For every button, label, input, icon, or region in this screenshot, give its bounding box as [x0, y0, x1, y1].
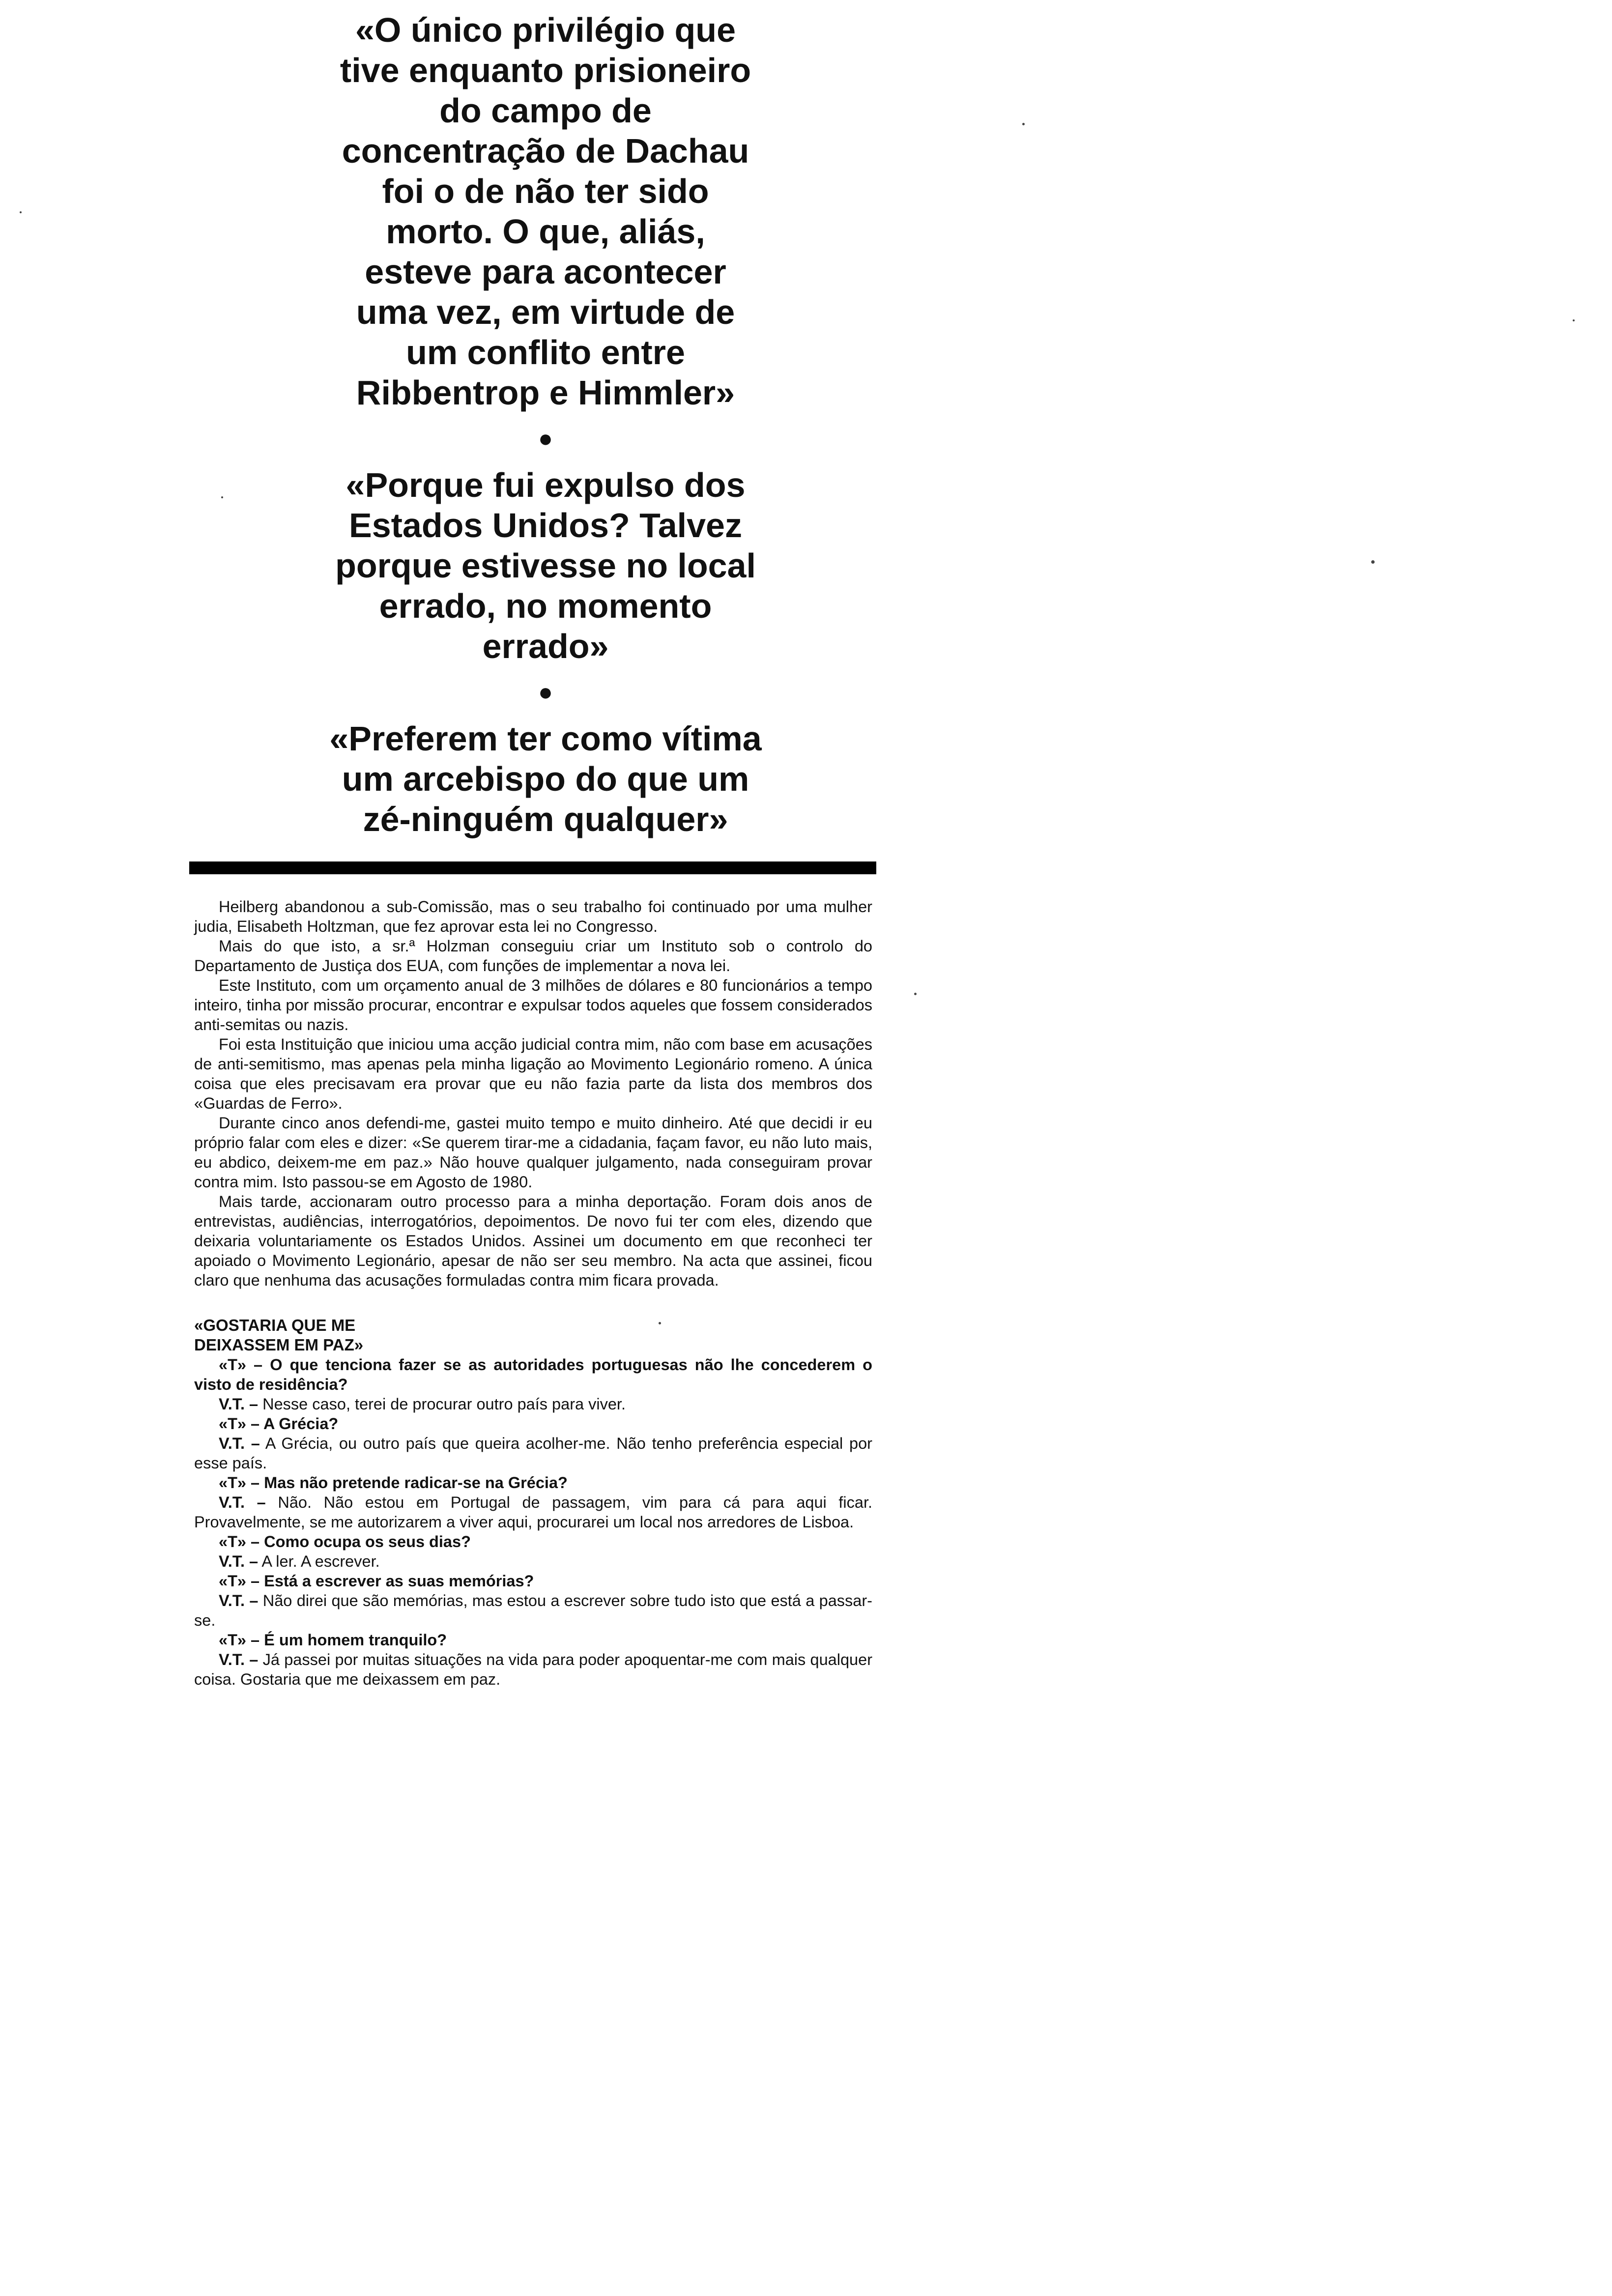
article-paragraph: Mais tarde, accionaram outro processo para a minha deportação. Foram dois anos de entrevistas, audiências, interrogatórios, depoimentos. De novo fui ter com eles, dizendo que deixaria voluntariamente os Estados Unidos. Assinei um documento em que reconheci ter apoiado o Movimento Legionário, apesar de não ser seu membro. Na acta que assinei, ficou claro que nenhuma das acusações formuladas contra mim ficara provada.: [194, 1193, 872, 1289]
section-heading-line: «GOSTARIA QUE ME: [194, 1316, 356, 1334]
quote-line: errado, no momento: [379, 587, 712, 625]
interview-text: Mas não pretende radicar-se na Grécia?: [264, 1474, 568, 1492]
speaker-label: «T» –: [219, 1533, 260, 1550]
speaker-label: «T» –: [219, 1572, 260, 1590]
interview-text: Como ocupa os seus dias?: [264, 1533, 471, 1550]
interview-text: O que tenciona fazer se as autoridades portuguesas não lhe concederem o visto de residência?: [194, 1356, 873, 1393]
speaker-label: V.T. –: [219, 1592, 259, 1609]
article-paragraph: Este Instituto, com um orçamento anual de 3 milhões de dólares e 80 funcionários a tempo inteiro, tinha por missão procurar, encontrar e expulsar todos aqueles que fossem considerados anti-semitas ou nazis.: [194, 976, 872, 1033]
quote-line: do campo de: [439, 91, 652, 130]
interview-text: A Grécia, ou outro país que queira acolher-me. Não tenho preferência especial por esse país.: [194, 1435, 872, 1472]
quote-line: Estados Unidos? Talvez: [349, 506, 742, 545]
interview-question: [194, 1532, 872, 1551]
pull-quotes: [275, 10, 816, 839]
quote-line: esteve para acontecer: [365, 253, 726, 291]
quote-line: um conflito entre: [406, 333, 685, 372]
speaker-label: V.T. –: [219, 1395, 259, 1413]
speaker-label: «T» –: [219, 1631, 260, 1649]
bullet-icon: ●: [538, 678, 553, 706]
interview-text: Não. Não estou em Portugal de passagem, vim para cá para aqui ficar. Provavelmente, se me autorizarem a viver aqui, procurarei um local nos arredores de Lisboa.: [194, 1493, 873, 1531]
divider-rule: [189, 861, 876, 874]
section-heading-line: DEIXASSEM EM PAZ»: [194, 1336, 364, 1354]
quote-line: um arcebispo do que um: [342, 760, 749, 798]
interview-question: [194, 1630, 872, 1650]
scan-speck: [1573, 319, 1575, 321]
quote-line: «Preferem ter como vítima: [329, 719, 762, 758]
scan-speck: [1371, 560, 1375, 564]
interview-text: A ler. A escrever.: [261, 1552, 380, 1570]
quote-line: «Porque fui expulso dos: [345, 466, 746, 504]
quote-line: «O único privilégio que: [355, 11, 736, 49]
scan-speck: [914, 993, 917, 995]
quote-line: concentração de Dachau: [342, 132, 749, 170]
bullet-icon: ●: [538, 425, 553, 452]
speaker-label: V.T. –: [219, 1493, 266, 1511]
interview-answer: [194, 1434, 872, 1473]
pull-quote-dachau: [275, 10, 816, 413]
interview: [194, 1355, 872, 1689]
speaker-label: V.T. –: [219, 1552, 259, 1570]
interview-text: Está a escrever as suas memórias?: [264, 1572, 534, 1590]
interview-question: [194, 1414, 872, 1434]
interview-text: Não direi que são memórias, mas estou a escrever sobre tudo isto que está a passar-se.: [194, 1592, 873, 1629]
pull-quote-expulsion: [275, 465, 816, 666]
scan-speck: [20, 211, 22, 213]
quote-line: porque estivesse no local: [335, 546, 756, 585]
interview-answer: [194, 1394, 872, 1414]
interview-answer: [194, 1591, 872, 1630]
quote-line: morto. O que, aliás,: [386, 212, 705, 251]
article-paragraph: Heilberg abandonou a sub-Comissão, mas o seu trabalho foi continuado por uma mulher judia, Elisabeth Holtzman, que fez aprovar esta lei no Congresso.: [194, 898, 872, 935]
scan-speck: [1022, 123, 1025, 125]
speaker-label: «T» –: [219, 1415, 260, 1433]
speaker-label: «T» –: [219, 1474, 260, 1492]
article-paragraph: Foi esta Instituição que iniciou uma acção judicial contra mim, não com base em acusações de anti-semitismo, mas apenas pela minha ligação ao Movimento Legionário romeno. A única coisa que eles precisavam era provar que eu não fazia parte da lista dos membros dos «Guardas de Ferro».: [194, 1035, 872, 1112]
quote-line: tive enquanto prisioneiro: [340, 51, 751, 89]
article-paragraph: Durante cinco anos defendi-me, gastei muito tempo e muito dinheiro. Até que decidi ir eu próprio falar com eles e dizer: «Se querem tirar-me a cidadania, façam favor, eu não luto mais, eu abdico, deixem-me em paz.» Não houve qualquer julgamento, nada conseguiram provar contra mim. Isto passou-se em Agosto de 1980.: [194, 1114, 872, 1191]
interview-answer: [194, 1492, 872, 1532]
interview-text: Nesse caso, terei de procurar outro país para viver.: [262, 1395, 626, 1413]
interview-answer: [194, 1650, 872, 1689]
interview-text: Já passei por muitas situações na vida para poder apoquentar-me com mais qualquer coisa. Gostaria que me deixassem em paz.: [194, 1651, 873, 1688]
speaker-label: V.T. –: [219, 1651, 259, 1668]
interview-answer: [194, 1551, 872, 1571]
interview-text: É um homem tranquilo?: [264, 1631, 447, 1649]
interview-text: A Grécia?: [263, 1415, 339, 1433]
quote-line: uma vez, em virtude de: [356, 293, 735, 331]
pull-quote-victim: [275, 718, 816, 839]
scan-speck: [659, 1322, 661, 1324]
interview-question: [194, 1473, 872, 1492]
speaker-label: «T» –: [219, 1356, 263, 1374]
article-body: [194, 897, 872, 1689]
quote-line: Ribbentrop e Himmler»: [356, 373, 735, 412]
quote-line: zé-ninguém qualquer»: [363, 800, 728, 838]
scan-speck: [221, 496, 223, 498]
interview-question: [194, 1571, 872, 1591]
quote-line: foi o de não ter sido: [382, 172, 709, 210]
quote-line: errado»: [482, 627, 609, 665]
interview-question: [194, 1355, 872, 1394]
speaker-label: V.T. –: [219, 1435, 260, 1452]
section-heading: [194, 1316, 872, 1355]
article-paragraph: Mais do que isto, a sr.ª Holzman conseguiu criar um Instituto sob o controlo do Departamento de Justiça dos EUA, com funções de implementar a nova lei.: [194, 937, 872, 975]
